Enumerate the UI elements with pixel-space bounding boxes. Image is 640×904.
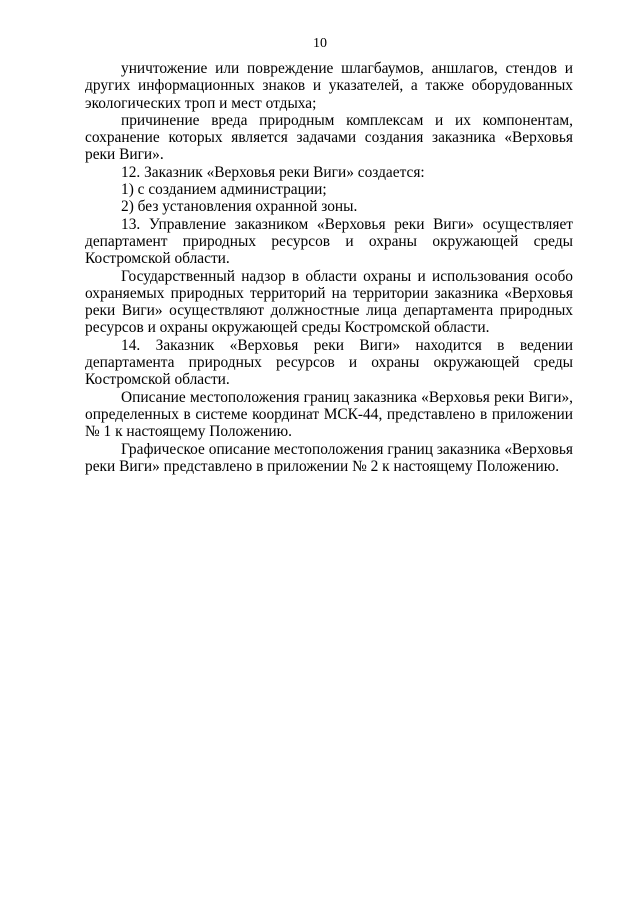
- paragraph-item-12: 12. Заказник «Верховья реки Виги» создается:: [121, 163, 425, 181]
- paragraph-item-12-1: 1) с созданием администрации;: [121, 181, 327, 199]
- paragraph-item-14: 14. Заказник «Верховья реки Виги» находится в ведении департамента природных ресурсов и охраны окружающей среды Костромской области.: [85, 336, 573, 389]
- paragraph-item-13: 13. Управление заказником «Верховья реки Виги» осуществляет департамент природных ресурсов и охраны окружающей среды Костромской области.: [85, 215, 573, 268]
- paragraph-graphic-description: Графическое описание местоположения границ заказника «Верховья реки Виги» представлено в приложении № 2 к настоящему Положению.: [85, 440, 573, 475]
- paragraph-boundary-description: Описание местоположения границ заказника «Верховья реки Виги», определенных в системе координат МСК-44, представлено в приложении № 1 к настоящему Положению.: [85, 388, 573, 441]
- document-body: [85, 60, 573, 475]
- paragraph-item-12-2: 2) без установления охранной зоны.: [121, 198, 358, 216]
- paragraph-harm-to-natural-complexes: причинение вреда природным комплексам и их компонентам, сохранение которых является задачами создания заказника «Верховья реки Виги».: [85, 111, 573, 164]
- page-number: 10: [313, 36, 327, 51]
- paragraph-destruction-of-signs: уничтожение или повреждение шлагбаумов, аншлагов, стендов и других информационных знаков и указателей, а также оборудованных экологических троп и мест отдыха;: [85, 60, 573, 112]
- paragraph-state-supervision: Государственный надзор в области охраны и использования особо охраняемых природных территорий на территории заказника «Верховья реки Виги» осуществляют должностные лица департамента природных ресурсов и охраны окружающей среды Костромской области.: [85, 267, 573, 337]
